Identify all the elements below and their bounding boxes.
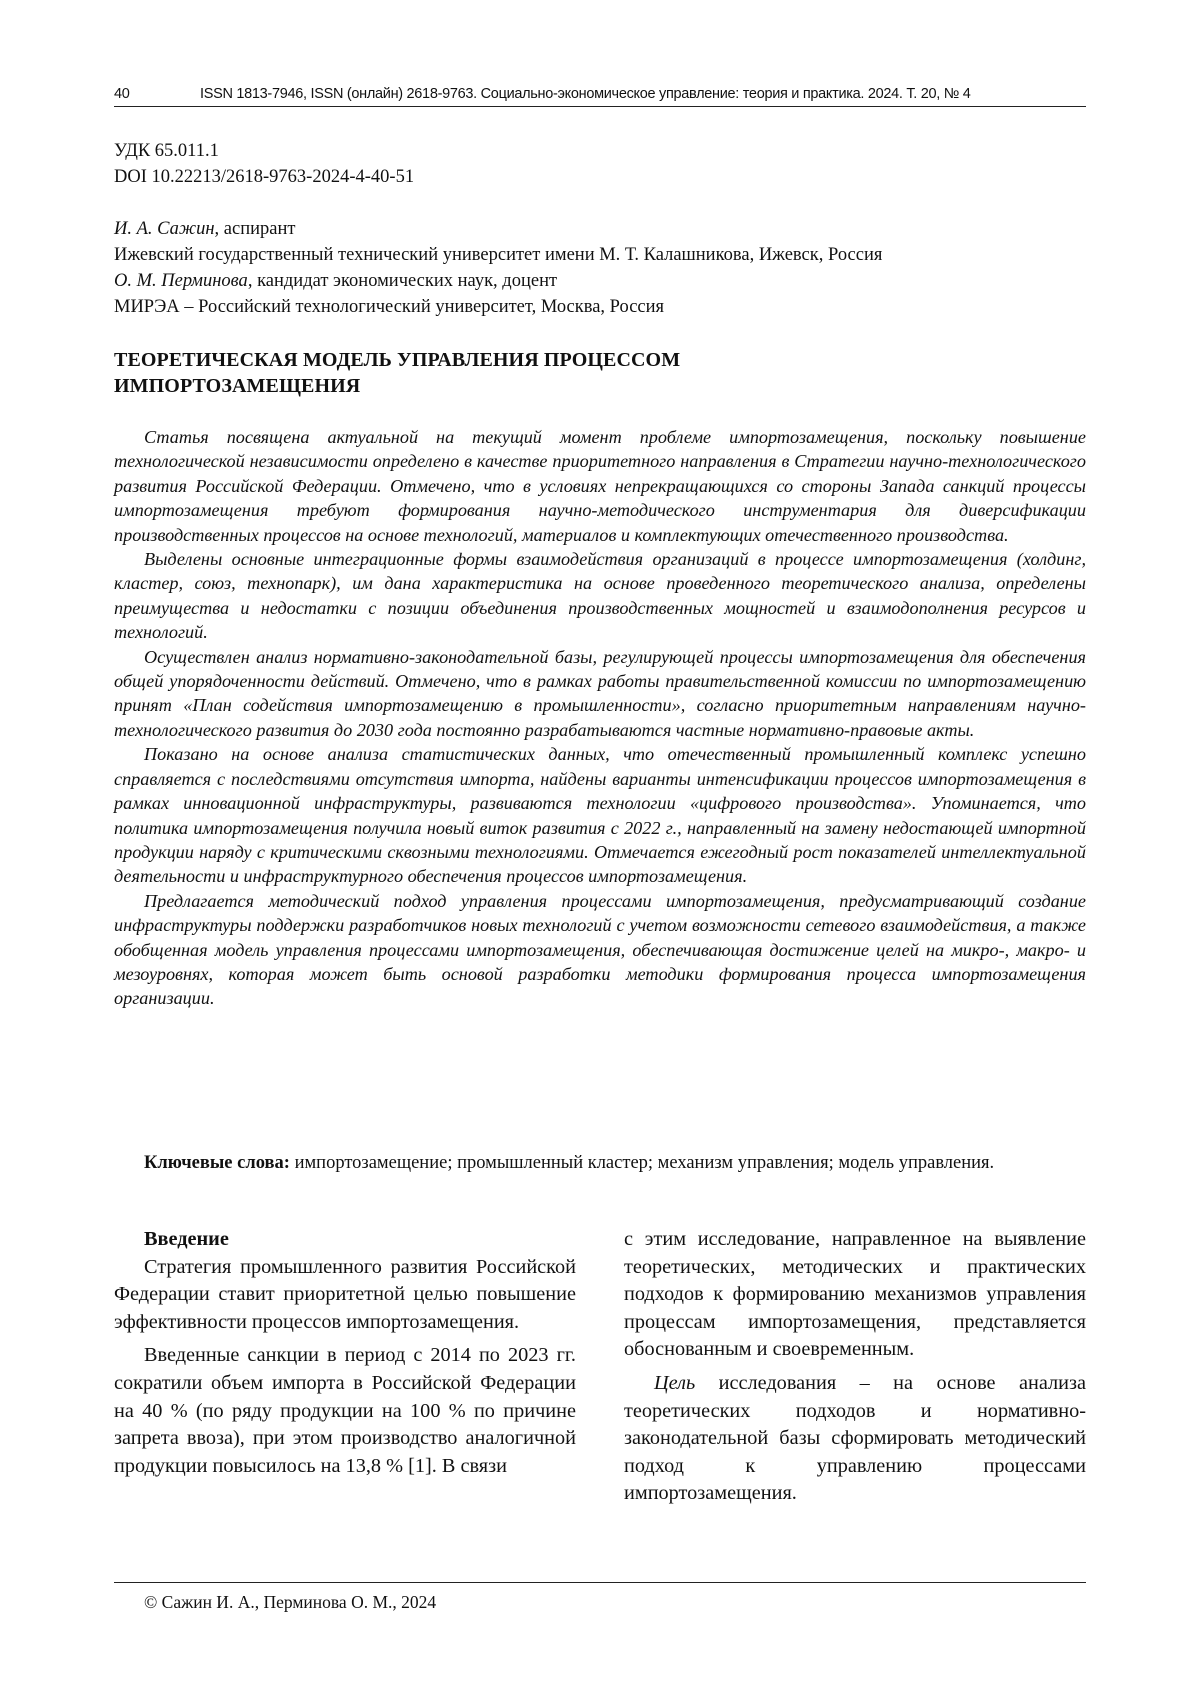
copyright-notice: © Сажин И. А., Перминова О. М., 2024 <box>144 1592 437 1612</box>
goal-label: Цель <box>654 1371 696 1394</box>
journal-citation: ISSN 1813-7946, ISSN (онлайн) 2618-9763. Социально-экономическое управление: теория и практика. 2024. Т. 20, № 4 <box>200 86 971 102</box>
author-2-degree: , кандидат экономических наук, доцент <box>247 271 558 291</box>
author-block <box>114 216 1086 320</box>
body-paragraph: Стратегия промышленного развития Российской Федерации ставит приоритетной целью повышение эффективности процессов импортозамещения. <box>114 1255 576 1333</box>
author-1-name: И. А. Сажин <box>114 219 215 239</box>
keywords-text: импортозамещение; промышленный кластер; механизм управления; модель управления. <box>289 1153 995 1173</box>
right-column <box>624 1226 1086 1508</box>
abstract-paragraph: Статья посвящена актуальной на текущий момент проблеме импортозамещения, поскольку повышение технологической независимости определено в качестве приоритетного направления в Стратегии научно-технологического развития Российской Федерации. Отмечено, что в условиях непрекращающихся со стороны Запада санкций процессы импортозамещения требуют формирования научно-методического инструментария для диверсификации производственных процессов на основе технологий, материалов и комплектующих отечественного производства. <box>114 427 1086 545</box>
author-1-affiliation: Ижевский государственный технический университет имени М. Т. Калашникова, Ижевск, Россия <box>114 245 883 265</box>
body-paragraph: Введенные санкции в период с 2014 по 2023 гг. сократили объем импорта в Российской Федерации на 40 % (по ряду продукции на 100 % по причине запрета ввоза), при этом производство аналогичной продукции повысилось на 13,8 % [1]. В связи <box>114 1344 576 1477</box>
author-1-degree: , аспирант <box>214 219 296 239</box>
abstract-paragraph: Показано на основе анализа статистических данных, что отечественный промышленный комплекс успешно справляется с последствиями отсутствия импорта, найдены варианты интенсификации процессов импортозамещения в рамках инновационной инфраструктуры, развиваются технологии «цифрового производства». Упоминается, что политика импортозамещения получила новый виток развития с 2022 г., направленный на замену недостающей импортной продукции наряду с критическими сквозными технологиями. Отмечается ежегодный рост показателей интеллектуальной деятельности и инфраструктурного обеспечения процессов импортозамещения. <box>114 744 1086 887</box>
body-paragraph-continued: с этим исследование, направленное на выявление теоретических, методических и практических подходов к формированию механизмов управления процессам импортозамещения, представляется обоснованным и своевременным. <box>624 1228 1086 1361</box>
section-heading-introduction: Введение <box>144 1228 229 1250</box>
author-1 <box>114 216 1086 242</box>
title-line-1: ТЕОРЕТИЧЕСКАЯ МОДЕЛЬ УПРАВЛЕНИЯ ПРОЦЕССОМ <box>114 349 681 371</box>
footnote-divider <box>114 1582 1086 1583</box>
article-title <box>114 347 914 399</box>
running-header <box>114 86 1086 107</box>
author-2-affiliation: МИРЭА – Российский технологический университет, Москва, Россия <box>114 297 665 317</box>
title-line-2: ИМПОРТОЗАМЕЩЕНИЯ <box>114 375 361 397</box>
author-2-name: О. М. Перминова <box>114 271 248 291</box>
goal-text: исследования – на основе анализа теоретических подходов и нормативно-законодательной базы сформировать методический подход к управлению процессами импортозамещения. <box>624 1371 1086 1505</box>
keywords <box>114 1150 1086 1176</box>
left-column <box>114 1226 576 1480</box>
doi: DOI 10.22213/2618-9763-2024-4-40-51 <box>114 167 415 187</box>
abstract-paragraph: Выделены основные интеграционные формы взаимодействия организаций в процессе импортозамещения (холдинг, кластер, союз, технопарк), им дана характеристика на основе проведенного теоретического анализа, определены преимущества и недостатки с позиции объединения производственных мощностей и взаимодополнения ресурсов и технологий. <box>114 549 1086 643</box>
abstract-paragraph: Предлагается методический подход управления процессами импортозамещения, предусматривающий создание инфраструктуры поддержки разработчиков новых технологий с учетом возможности сетевого взаимодействия, а также обобщенная модель управления процессами импортозамещения, обеспечивающая достижение целей на микро-, макро- и мезоуровнях, которая может быть основой разработки методики формирования процесса импортозамещения организации. <box>114 890 1086 1009</box>
abstract <box>114 425 1086 1011</box>
goal-paragraph <box>624 1370 1086 1508</box>
author-2 <box>114 268 1086 294</box>
keywords-label: Ключевые слова: <box>144 1153 290 1173</box>
abstract-paragraph: Осуществлен анализ нормативно-законодательной базы, регулирующей процессы импортозамещения для обеспечения общей упорядоченности действий. Отмечено, что в рамках работы правительственной комиссии по импортозамещению принят «План содействия импортозамещению в промышленности», согласно приоритетным направлениям научно-технологического развития до 2030 года постоянно разрабатываются частные нормативно-правовые акты. <box>114 646 1086 740</box>
article-identifiers <box>114 138 414 190</box>
udc-code: УДК 65.011.1 <box>114 141 219 161</box>
body-columns <box>114 1226 1086 1516</box>
page-number: 40 <box>114 86 130 102</box>
